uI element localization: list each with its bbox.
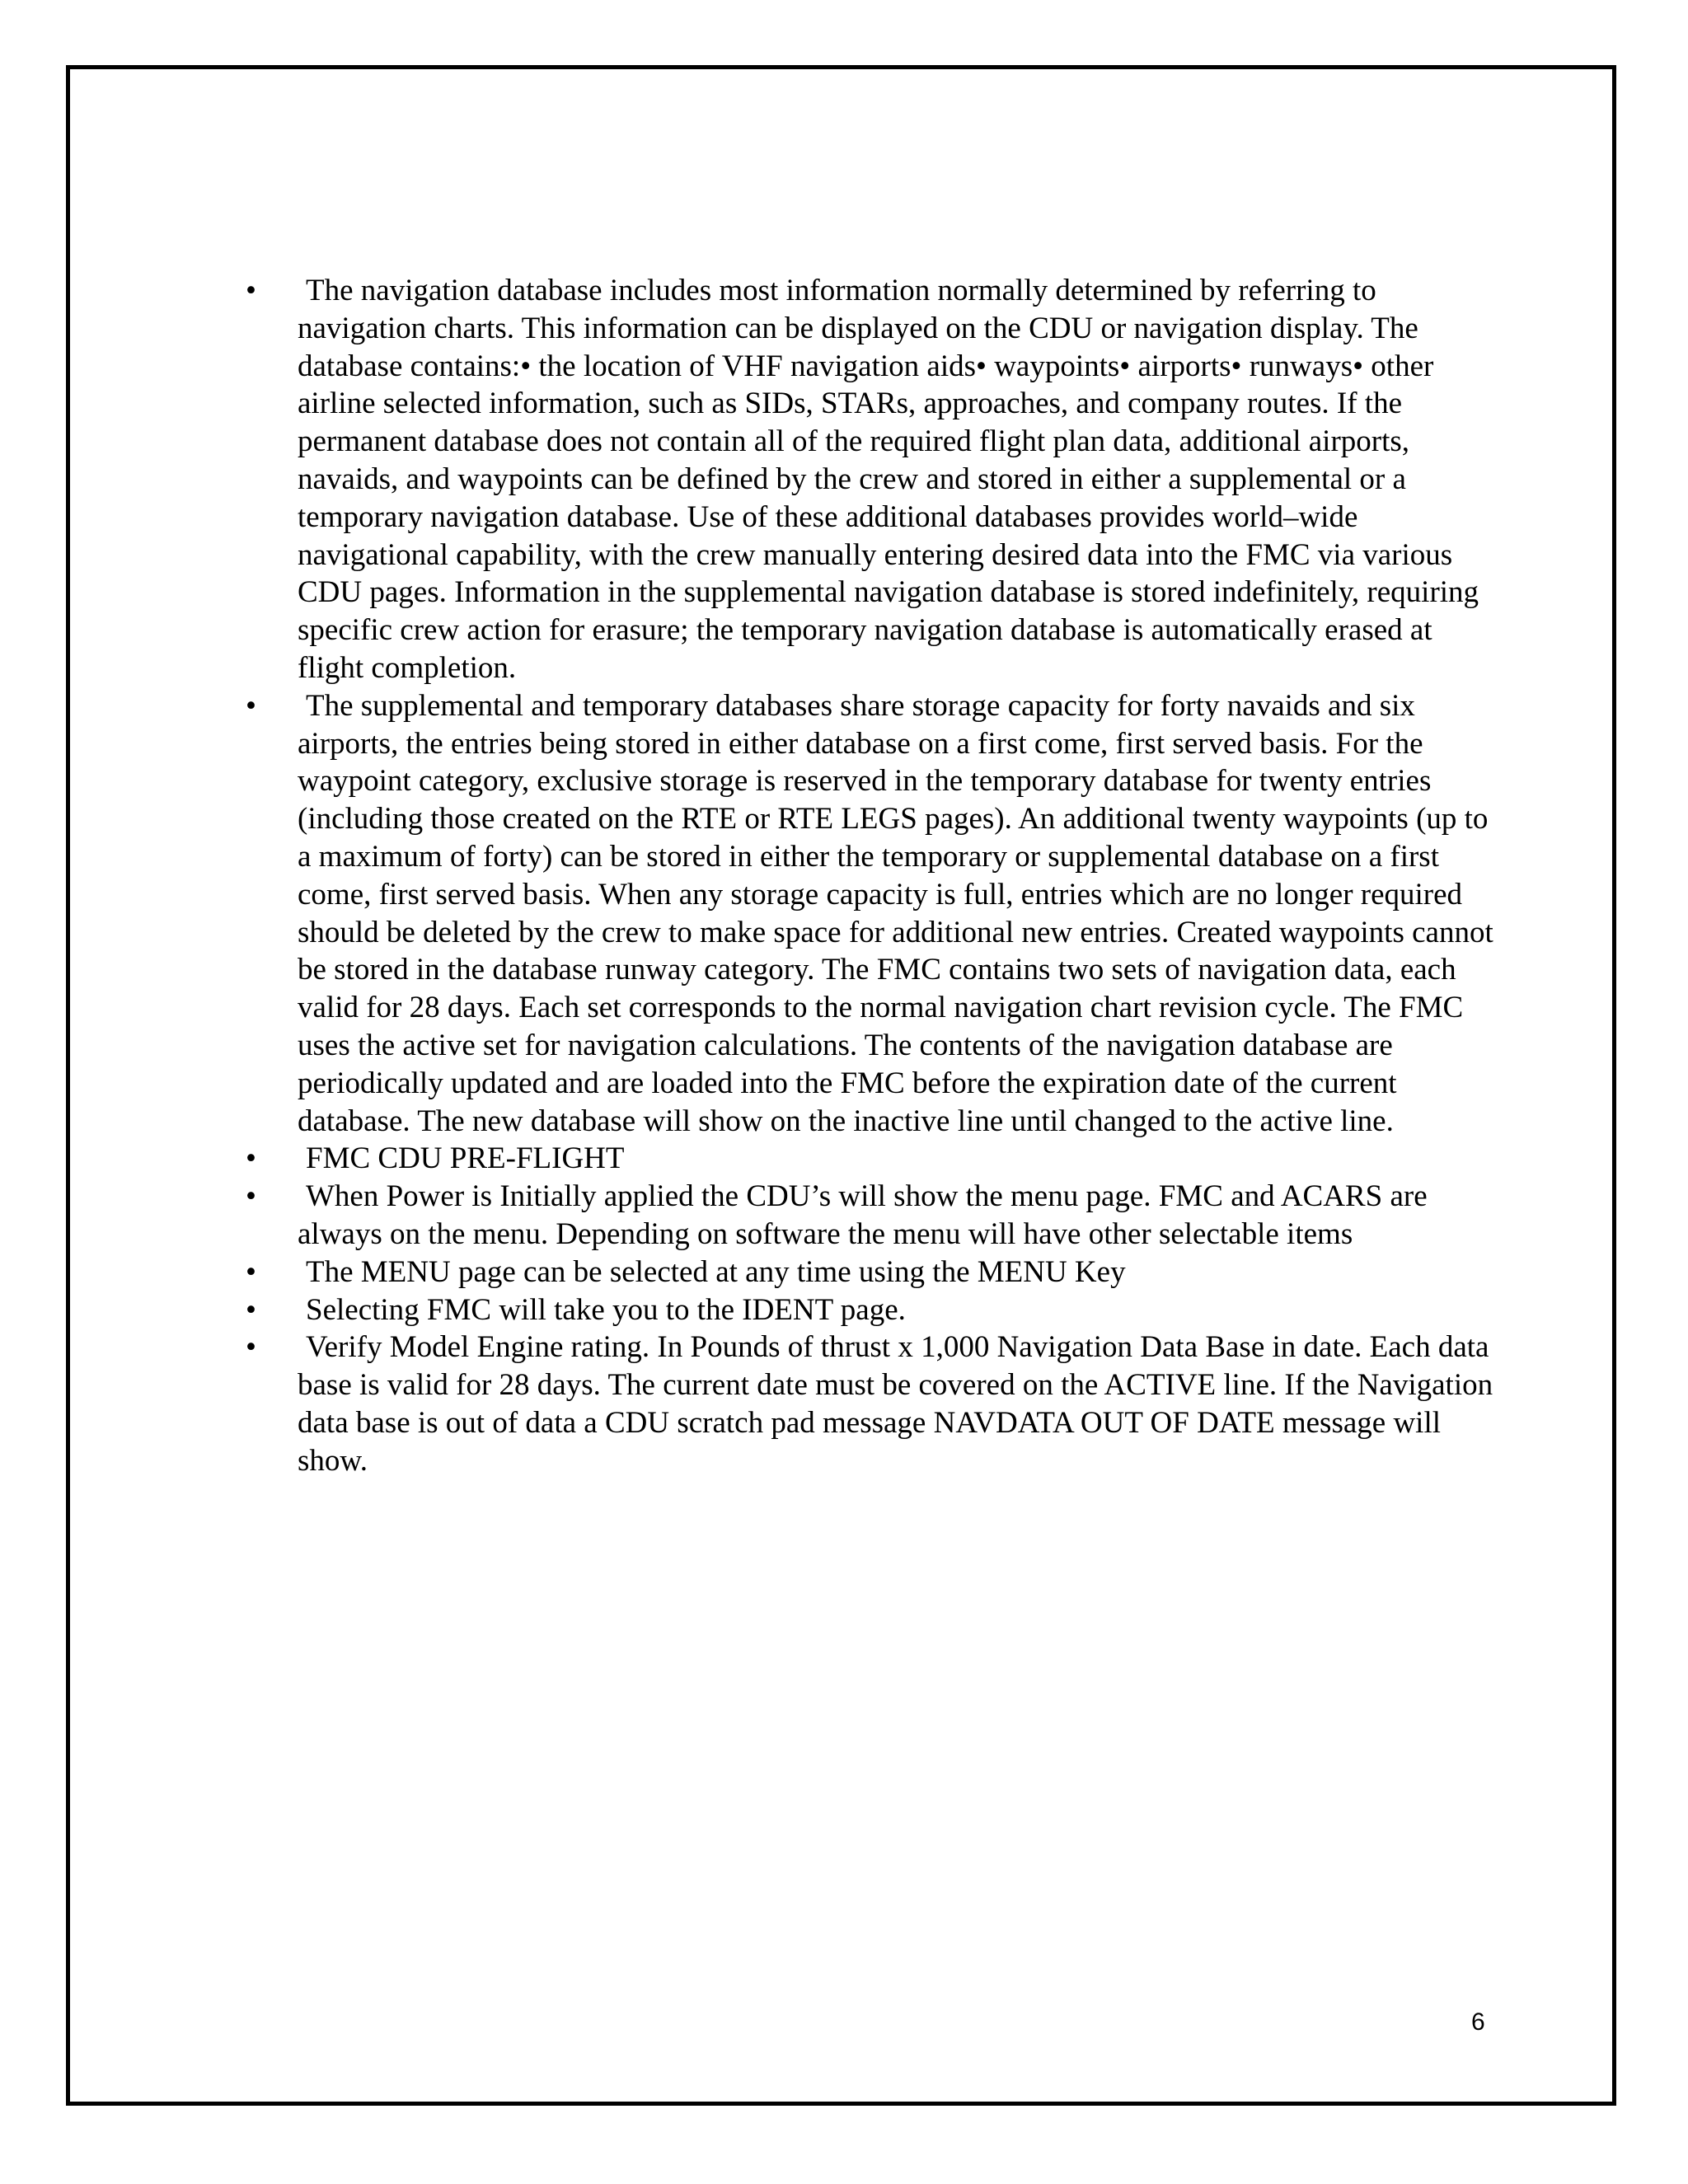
list-item — [244, 687, 1505, 1141]
bullet-group-supplemental-databases — [244, 687, 1505, 1141]
list-item-text: When Power is Initially applied the CDU’s will show the menu page. FMC and ACARS are always on the menu. Depending on software the menu will have other selectable items — [298, 1179, 1428, 1251]
list-item — [244, 1291, 1505, 1329]
list-item — [244, 1178, 1505, 1254]
bullet-icon: • — [246, 1254, 256, 1289]
page-number: 6 — [1471, 2008, 1485, 2036]
bullet-group-fmc-cdu-preflight — [244, 1140, 1505, 1479]
list-item — [244, 272, 1505, 687]
bullet-icon: • — [246, 1141, 256, 1176]
bullet-group-navigation-database — [244, 272, 1505, 687]
bullet-icon: • — [246, 1330, 256, 1365]
list-item — [244, 1254, 1505, 1291]
list-item — [244, 1329, 1505, 1479]
bullet-icon: • — [246, 1292, 256, 1327]
list-item-text: The navigation database includes most information normally determined by referring to navigation charts. This information can be displayed on the CDU or navigation display. The database contains:• the location of VHF navigation aids• waypoints• airports• runways• other airline selected information, such as SIDs, STARs, approaches, and company routes. If the permanent database does not contain all of the required flight plan data, additional airports, navaids, and waypoints can be defined by the crew and stored in either a supplemental or a temporary navigation database. Use of these additional databases provides world–wide navigational capability, with the crew manually entering desired data into the FMC via various CDU pages. Information in the supplemental navigation database is stored indefinitely, requiring specific crew action for erasure; the temporary navigation database is automatically erased at flight completion. — [298, 274, 1479, 685]
bullet-icon: • — [246, 1179, 256, 1214]
list-item-text: Verify Model Engine rating. In Pounds of thrust x 1,000 Navigation Data Base in date. Each data base is valid for 28 days. The current date must be covered on the ACTIVE line. If the Navigation data base is out of data a CDU scratch pad message NAVDATA OUT OF DATE message will show. — [298, 1330, 1493, 1478]
list-item-text: FMC CDU PRE-FLIGHT — [306, 1141, 625, 1176]
bullet-icon: • — [246, 274, 256, 307]
bullet-icon: • — [246, 688, 256, 723]
list-item-text: The supplemental and temporary databases share storage capacity for forty navaids and six airports, the entries being stored in either database on a first come, first served basis. For the waypoint category, exclusive storage is reserved in the temporary database for twenty entries (including those created on the RTE or RTE LEGS pages). An additional twenty waypoints (up to a maximum of forty) can be stored in either the temporary or supplemental database on a first come, first served basis. When any storage capacity is full, entries which are no longer required should be deleted by the crew to make space for additional new entries. Created waypoints cannot be stored in the database runway category. The FMC contains two sets of navigation data, each valid for 28 days. Each set corresponds to the normal navigation chart revision cycle. The FMC uses the active set for navigation calculations. The contents of the navigation database are periodically updated and are loaded into the FMC before the expiration date of the current database. The new database will show on the inactive line until changed to the active line. — [298, 688, 1493, 1138]
list-item — [244, 1140, 1505, 1178]
document-body — [244, 272, 1505, 1480]
list-item-text: The MENU page can be selected at any time using the MENU Key — [306, 1254, 1126, 1289]
list-item-text: Selecting FMC will take you to the IDENT page. — [306, 1292, 906, 1327]
